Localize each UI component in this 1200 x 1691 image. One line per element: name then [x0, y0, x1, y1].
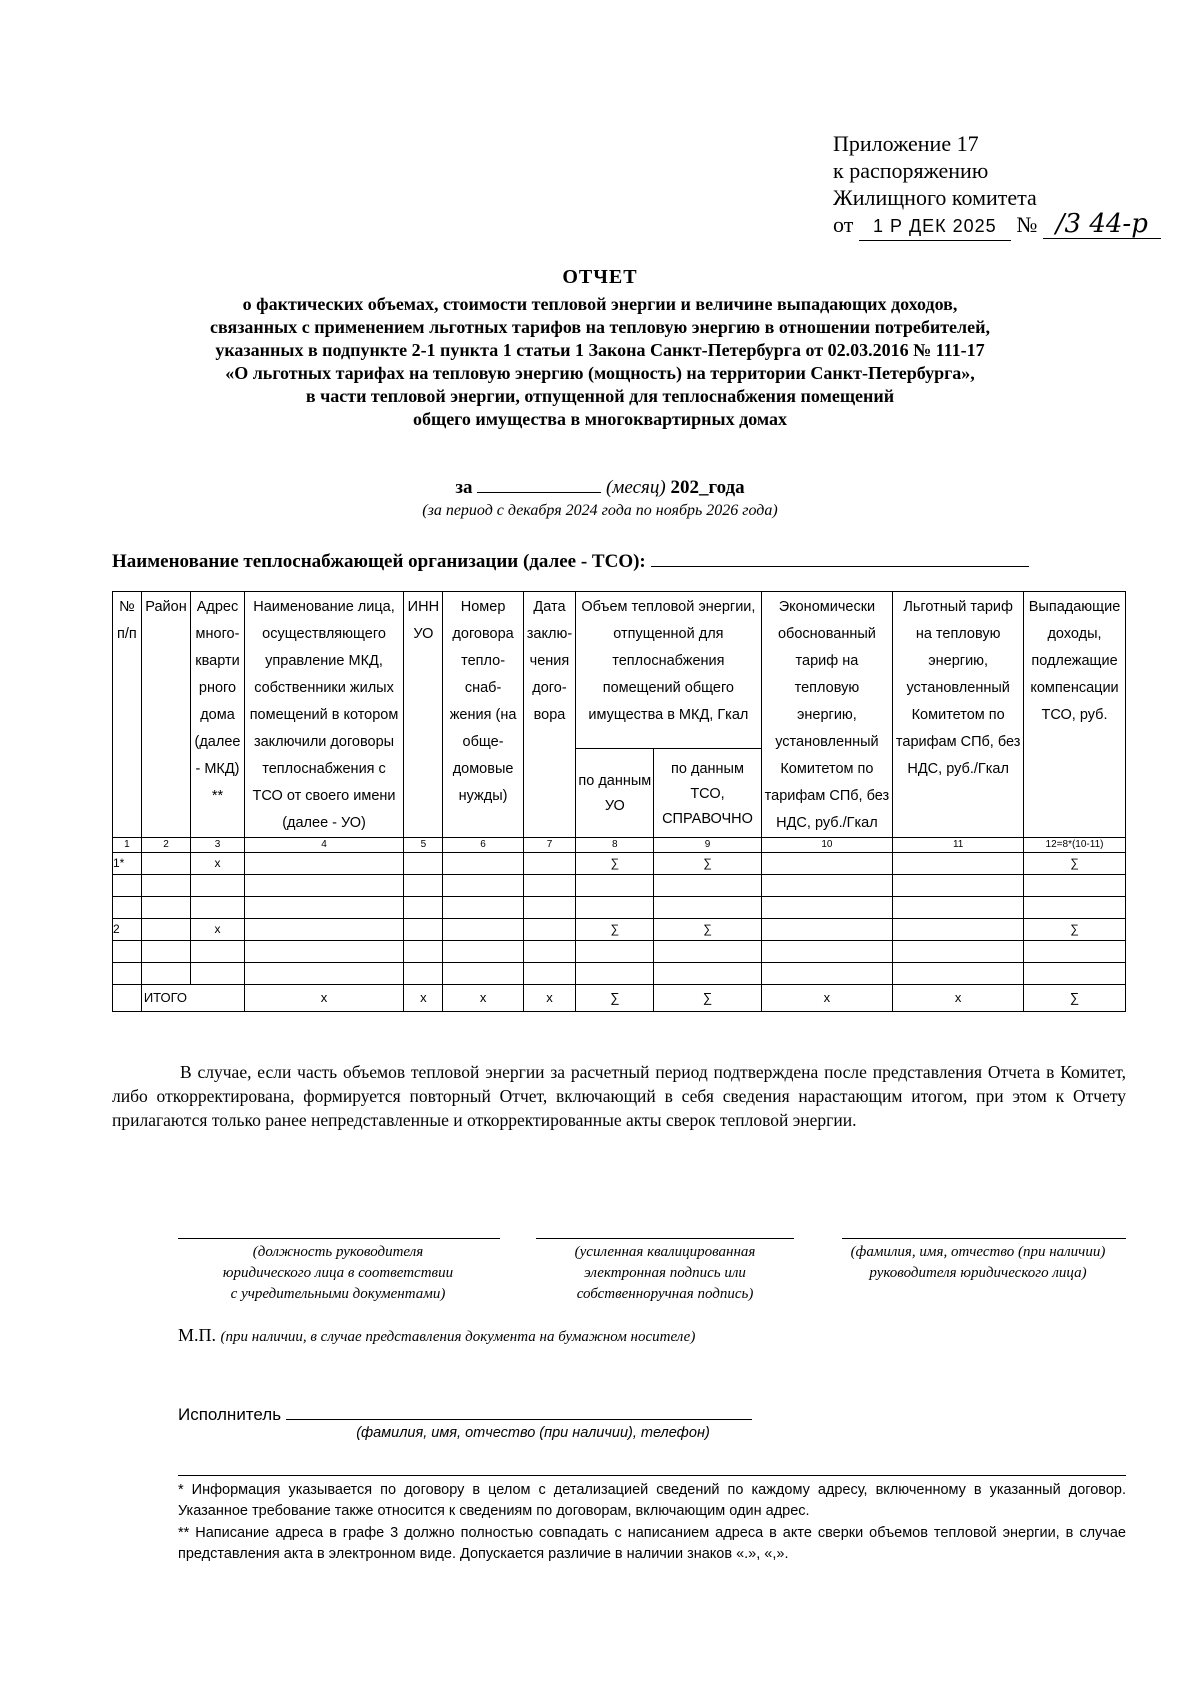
cell: x	[523, 985, 576, 1012]
cell[interactable]: x	[191, 853, 245, 875]
executor-line	[178, 1403, 752, 1425]
cell[interactable]	[244, 897, 404, 919]
title-line-1: о фактических объемах, стоимости тепловой энергии и величине выпадающих доходов,	[242, 294, 958, 314]
cell[interactable]	[761, 941, 893, 963]
caption-line: руководителя юридического лица)	[869, 1265, 1087, 1281]
header-volume-uo: по данным УО	[576, 749, 654, 838]
tso-line	[112, 548, 1029, 573]
cell[interactable]: 2	[113, 919, 142, 941]
table-header-row	[113, 592, 1126, 749]
cell[interactable]	[113, 941, 142, 963]
cell[interactable]	[443, 941, 523, 963]
annex-date-value: 1 Р ДЕК 2025	[859, 213, 1011, 241]
report-table	[112, 591, 1126, 1012]
cell[interactable]: 1*	[113, 853, 142, 875]
cell[interactable]: ∑	[576, 853, 654, 875]
cell[interactable]	[141, 897, 190, 919]
cell[interactable]	[523, 919, 576, 941]
cell[interactable]	[893, 875, 1024, 897]
tso-label: Наименование теплоснабжающей организации (далее - ТСО):	[112, 551, 646, 572]
title-line-6: общего имущества в многоквартирных домах	[413, 409, 787, 429]
footnote-1: * Информация указывается по договору в целом с детализацией сведений по каждому адресу, включенному в указанный договор. Указанное требование также относится к сведениям по договорам, включающим один адрес.	[178, 1482, 1126, 1519]
header-manager: Наименование лица, осуществляющего управление МКД, собственники жилых помещений в котором заключили договоры теплоснабжения с ТСО от своего имени (далее - УО)	[244, 592, 404, 838]
executor-caption: (фамилия, имя, отчество (при наличии), телефон)	[356, 1425, 710, 1441]
index-cell: 5	[404, 838, 443, 853]
cell[interactable]	[191, 941, 245, 963]
signature-line-sign[interactable]	[536, 1238, 794, 1239]
signature-caption-name	[818, 1242, 1138, 1284]
footnote-divider	[178, 1475, 1126, 1476]
cell: x	[893, 985, 1024, 1012]
index-cell: 12=8*(10-11)	[1024, 838, 1126, 853]
cell[interactable]	[654, 897, 761, 919]
cell[interactable]	[761, 875, 893, 897]
cell[interactable]	[141, 963, 190, 985]
caption-line: (фамилия, имя, отчество (при наличии)	[850, 1244, 1106, 1260]
caption-line: собственноручная подпись)	[576, 1286, 754, 1302]
executor-label: Исполнитель	[178, 1405, 282, 1424]
stamp-line	[178, 1325, 695, 1346]
signature-caption-sign	[520, 1242, 810, 1305]
index-cell: 10	[761, 838, 893, 853]
annex-number-prefix: №	[1016, 212, 1038, 237]
annex-block	[833, 130, 1161, 241]
index-cell: 11	[893, 838, 1024, 853]
index-cell: 4	[244, 838, 404, 853]
cell[interactable]	[244, 853, 404, 875]
cell[interactable]	[443, 963, 523, 985]
cell[interactable]	[893, 853, 1024, 875]
caption-line: (усиленная квалицированная	[574, 1244, 756, 1260]
cell[interactable]	[141, 941, 190, 963]
header-preferential-tariff: Льготный тариф на тепловую энергию, установленный Комитетом по тарифам СПб, без НДС, руб./Гкал	[893, 592, 1024, 838]
table-row	[113, 919, 1126, 941]
cell[interactable]	[523, 963, 576, 985]
cell[interactable]: ∑	[654, 919, 761, 941]
signature-caption-position	[168, 1242, 508, 1305]
cell[interactable]	[654, 941, 761, 963]
cell[interactable]	[404, 853, 443, 875]
index-cell: 6	[443, 838, 523, 853]
cell: ∑	[654, 985, 761, 1012]
cell[interactable]	[523, 897, 576, 919]
cell[interactable]	[404, 941, 443, 963]
cell[interactable]	[141, 875, 190, 897]
cell[interactable]	[191, 875, 245, 897]
table-index-row	[113, 838, 1126, 853]
cell[interactable]	[141, 919, 190, 941]
cell[interactable]	[113, 963, 142, 985]
header-contract-date: Дата заклю-чения дого-вора	[523, 592, 576, 838]
header-district: Район	[141, 592, 190, 838]
header-economic-tariff: Экономически обоснованный тариф на тепловую энергию, установленный Комитетом по тарифам СПб, без НДС, руб./Гкал	[761, 592, 893, 838]
cell[interactable]	[113, 897, 142, 919]
cell[interactable]	[654, 963, 761, 985]
cell[interactable]: ∑	[654, 853, 761, 875]
index-cell: 1	[113, 838, 142, 853]
caption-line: (должность руководителя	[252, 1244, 424, 1260]
annex-date-line	[833, 211, 1161, 241]
cell: ∑	[576, 985, 654, 1012]
stamp-label: М.П.	[178, 1325, 217, 1345]
period-month-field[interactable]	[477, 476, 601, 493]
table-total-row	[113, 985, 1126, 1012]
cell[interactable]	[893, 919, 1024, 941]
cell[interactable]: ∑	[1024, 919, 1126, 941]
cell[interactable]	[141, 853, 190, 875]
executor-field[interactable]	[286, 1403, 752, 1420]
period-month-label: (месяц)	[605, 477, 666, 498]
signature-line-name[interactable]	[842, 1238, 1126, 1239]
cell[interactable]	[576, 875, 654, 897]
cell[interactable]	[404, 919, 443, 941]
cell[interactable]	[244, 875, 404, 897]
table-row	[113, 853, 1126, 875]
cell[interactable]	[761, 919, 893, 941]
cell[interactable]	[443, 919, 523, 941]
cell[interactable]	[893, 941, 1024, 963]
header-address: Адрес много-кварти рного дома (далее - МКД) **	[191, 592, 245, 838]
cell[interactable]	[1024, 875, 1126, 897]
table-row	[113, 875, 1126, 897]
period-note: (за период с декабря 2024 года по ноябрь 2026 года)	[422, 502, 778, 519]
cell[interactable]	[654, 875, 761, 897]
title-line-2: связанных с применением льготных тарифов на тепловую энергию в отношении потребителей,	[209, 317, 990, 337]
index-cell: 9	[654, 838, 761, 853]
header-volume: Объем тепловой энергии, отпущенной для теплоснабжения помещений общего имущества в МКД, Гкал	[576, 592, 761, 749]
header-volume-tso: по данным ТСО, СПРАВОЧНО	[654, 749, 761, 838]
caption-line: юридического лица в соответствии	[222, 1265, 454, 1281]
cell[interactable]: ∑	[576, 919, 654, 941]
cell[interactable]	[404, 963, 443, 985]
cell[interactable]	[576, 897, 654, 919]
annex-line-3: Жилищного комитета	[833, 185, 1037, 210]
cell[interactable]: x	[191, 919, 245, 941]
annex-date-prefix: от	[833, 212, 854, 237]
cell[interactable]	[113, 875, 142, 897]
cell[interactable]: ∑	[1024, 853, 1126, 875]
header-contract-number: Номер договора тепло-снаб-жения (на обще-домовые нужды)	[443, 592, 523, 838]
total-label: ИТОГО	[141, 985, 244, 1012]
header-lost-income: Выпадающие доходы, подлежащие компенсации ТСО, руб.	[1024, 592, 1126, 838]
cell[interactable]	[761, 897, 893, 919]
cell[interactable]	[523, 853, 576, 875]
cell[interactable]	[761, 963, 893, 985]
title-line-3: указанных в подпункте 2-1 пункта 1 статьи 1 Закона Санкт-Петербурга от 02.03.2016 № 111-17	[215, 340, 985, 360]
caption-line: электронная подпись или	[584, 1265, 746, 1281]
cell[interactable]	[1024, 897, 1126, 919]
cell: x	[761, 985, 893, 1012]
cell: x	[443, 985, 523, 1012]
cell: ∑	[1024, 985, 1126, 1012]
caption-line: с учредительными документами)	[230, 1286, 446, 1302]
cell[interactable]	[404, 875, 443, 897]
cell[interactable]	[191, 897, 245, 919]
table-row	[113, 897, 1126, 919]
cell[interactable]	[576, 963, 654, 985]
table-row	[113, 941, 1126, 963]
report-period	[60, 476, 1140, 499]
index-cell: 7	[523, 838, 576, 853]
cell[interactable]	[893, 963, 1024, 985]
title-line-5: в части тепловой энергии, отпущенной для теплоснабжения помещений	[305, 386, 895, 406]
cell: x	[244, 985, 404, 1012]
cell[interactable]	[893, 897, 1024, 919]
cell[interactable]	[244, 919, 404, 941]
title-line-4: «О льготных тарифах на тепловую энергию (мощность) на территории Санкт-Петербурга»,	[225, 363, 975, 383]
cell[interactable]	[1024, 963, 1126, 985]
tso-name-field[interactable]	[651, 548, 1029, 567]
footnote-2: ** Написание адреса в графе 3 должно полностью совпадать с написанием адреса в акте сверки объемов тепловой энергии, в случае представления акта в электронном виде. Допускается различие в наличии знаков «.», «,».	[178, 1525, 1126, 1562]
cell[interactable]	[761, 853, 893, 875]
report-heading: ОТЧЕТ	[562, 266, 638, 288]
index-cell: 8	[576, 838, 654, 853]
cell[interactable]	[523, 875, 576, 897]
cell[interactable]	[1024, 941, 1126, 963]
period-prefix: за	[455, 477, 473, 498]
cell: x	[404, 985, 443, 1012]
cell[interactable]	[523, 941, 576, 963]
header-inn: ИНН УО	[404, 592, 443, 838]
annex-number-value: /3 44-р	[1043, 211, 1161, 239]
annex-line-1: Приложение 17	[833, 131, 979, 156]
header-number: № п/п	[113, 592, 142, 838]
stamp-note: (при наличии, в случае представления документа на бумажном носителе)	[220, 1329, 696, 1345]
period-year-label: 202_года	[670, 477, 745, 498]
index-cell: 2	[141, 838, 190, 853]
cell[interactable]	[191, 963, 245, 985]
cell[interactable]	[244, 963, 404, 985]
cell	[113, 985, 142, 1012]
cell[interactable]	[404, 897, 443, 919]
correction-paragraph: В случае, если часть объемов тепловой энергии за расчетный период подтверждена после представления Отчета в Комитет, либо откорректирована, формируется повторный Отчет, включающий в себя сведения нарастающим итогом, при этом к Отчету прилагаются только ранее непредставленные и откорректированные акты сверок тепловой энергии.	[112, 1062, 1126, 1130]
report-title	[60, 266, 1140, 431]
cell[interactable]	[244, 941, 404, 963]
cell[interactable]	[443, 853, 523, 875]
cell[interactable]	[443, 875, 523, 897]
cell[interactable]	[576, 941, 654, 963]
index-cell: 3	[191, 838, 245, 853]
annex-line-2: к распоряжению	[833, 158, 989, 183]
cell[interactable]	[443, 897, 523, 919]
table-row	[113, 963, 1126, 985]
signature-line-position[interactable]	[178, 1238, 500, 1239]
